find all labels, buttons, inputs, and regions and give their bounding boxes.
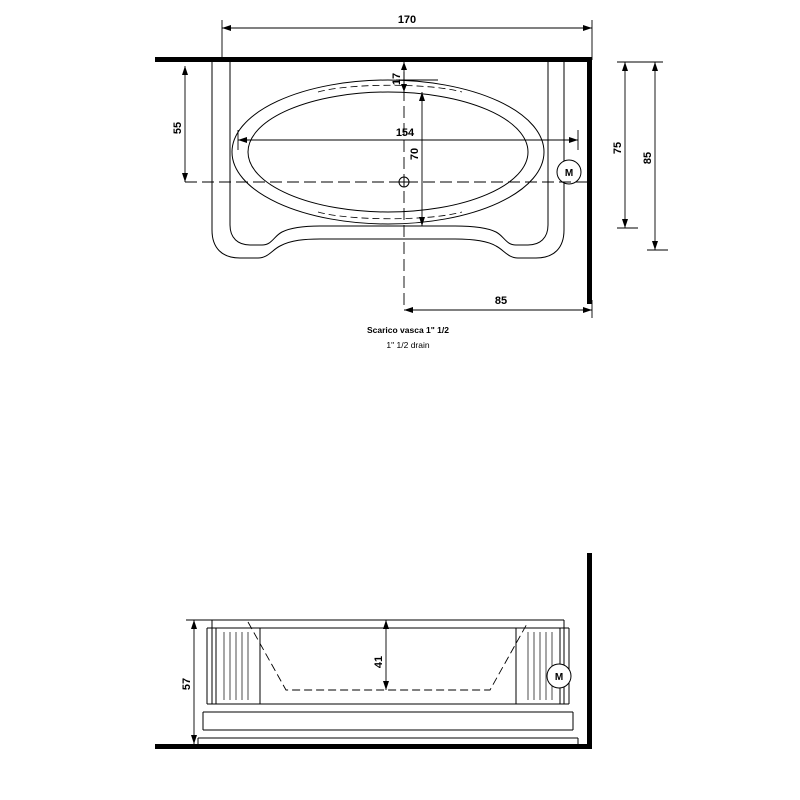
dim-label-85-drain: 85 — [494, 295, 508, 307]
motor-marker-front — [547, 664, 571, 688]
dim-label-17: 17 — [391, 72, 403, 86]
top-view-dashed-details — [318, 85, 462, 219]
top-view-centerlines — [185, 72, 592, 310]
front-view-fluting-right — [528, 632, 552, 700]
dim-label-85-depth: 85 — [642, 151, 654, 165]
dim-label-70: 70 — [409, 147, 421, 161]
dim-label-57: 57 — [181, 677, 193, 691]
drain-note-line-1: Scarico vasca 1" 1/2 — [366, 325, 450, 335]
front-view-wall — [155, 553, 592, 749]
dim-label-75: 75 — [612, 141, 624, 155]
front-view-fluting-left — [224, 632, 248, 700]
motor-marker-top — [557, 160, 581, 184]
motor-label-front: M — [554, 672, 564, 683]
dim-label-154: 154 — [395, 127, 415, 139]
top-view-tub-outline — [212, 62, 564, 258]
front-view-dashed-interior — [248, 622, 528, 690]
top-view-wall — [155, 57, 592, 304]
dim-label-55: 55 — [172, 121, 184, 135]
dim-inner-height-41 — [383, 620, 389, 690]
drain-note-line-2: 1" 1/2 drain — [386, 340, 430, 350]
dim-label-170: 170 — [397, 14, 417, 26]
motor-label-top: M — [564, 168, 574, 179]
top-view-tub-inner-oval — [232, 80, 544, 224]
dim-overall-width-170 — [222, 20, 592, 60]
dim-label-41: 41 — [373, 655, 385, 669]
